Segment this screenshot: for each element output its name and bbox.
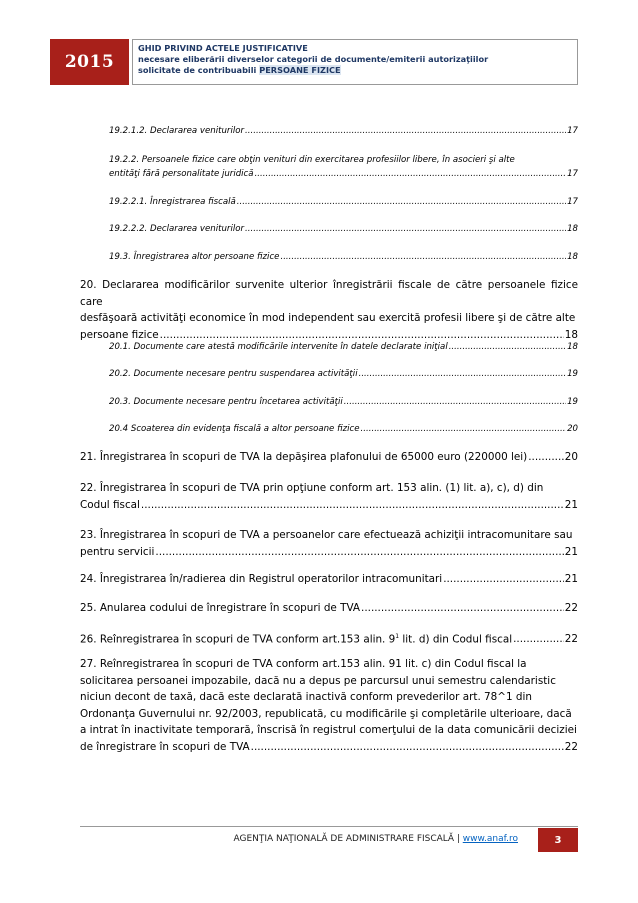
toc-page-number: 22 bbox=[564, 740, 578, 753]
toc-leader-dots bbox=[344, 395, 566, 409]
toc-leader-dots bbox=[141, 497, 564, 514]
page-number-badge: 3 bbox=[538, 828, 578, 852]
toc-entry-20-2[interactable] bbox=[109, 367, 578, 381]
toc-entry-text: 21. Înregistrarea în scopuri de TVA la depăşirea plafonului de 65000 euro (220000 lei) bbox=[80, 451, 528, 463]
toc-page-number: 18 bbox=[564, 328, 578, 341]
guide-title-line-3-prefix: solicitate de contribuabili bbox=[138, 65, 260, 75]
toc-page-number: 17 bbox=[567, 169, 578, 179]
guide-title-line-3 bbox=[138, 65, 572, 76]
toc-entry-text: 25. Anularea codului de înregistrare în scopuri de TVA bbox=[80, 602, 361, 614]
toc-leader-dots bbox=[251, 739, 564, 756]
toc-leader-dots bbox=[361, 422, 567, 436]
toc-entry-text-line-1: 27. Reînregistrarea în scopuri de TVA conform art.153 alin. 91 lit. c) din Codul fiscal la bbox=[80, 658, 527, 670]
toc-entry-text: 19.2.2.1. Înregistrarea fiscală bbox=[109, 197, 236, 207]
toc-entry-text-line-1: 23. Înregistrarea în scopuri de TVA a persoanelor care efectuează achiziţii intracomunitare sau bbox=[80, 529, 573, 541]
toc-entry-text: 20.3. Documente necesare pentru încetarea activităţii bbox=[109, 397, 343, 407]
toc-leader-dots bbox=[245, 222, 566, 236]
toc-leader-dots bbox=[255, 167, 567, 181]
toc-entry-21[interactable] bbox=[80, 449, 578, 466]
toc-leader-dots bbox=[449, 340, 566, 354]
toc-page-number: 21 bbox=[564, 498, 578, 511]
toc-entry-24[interactable] bbox=[80, 571, 578, 588]
guide-title-line-2: necesare eliberării diverselor categorii de documente/emiterii autorizaţiilor bbox=[138, 54, 489, 64]
toc-entry-text-line-6: de înregistrare în scopuri de TVA bbox=[80, 740, 250, 753]
toc-entry-19-2-2[interactable] bbox=[109, 153, 578, 181]
toc-page-number: 19 bbox=[567, 397, 578, 407]
toc-entry-superscript: 1 bbox=[395, 633, 400, 640]
toc-entry-23[interactable] bbox=[80, 527, 578, 560]
toc-page-number: 22 bbox=[564, 602, 578, 614]
toc-page-number: 18 bbox=[567, 252, 578, 262]
toc-entry-text-line-3: persoane fizice bbox=[80, 328, 159, 341]
toc-entry-text-line-2: solicitarea persoanei impozabile, dacă nu a depus pe parcursul unui semestru calendaristic bbox=[80, 674, 556, 687]
toc-entry-20-4[interactable] bbox=[109, 422, 578, 436]
page-header bbox=[50, 39, 578, 85]
toc-page-number: 22 bbox=[564, 633, 578, 646]
toc-leader-dots bbox=[361, 600, 564, 617]
toc-leader-dots bbox=[443, 571, 564, 588]
toc-entry-25[interactable] bbox=[80, 600, 578, 617]
toc-entry-19-2-2-2[interactable] bbox=[109, 222, 578, 236]
toc-entry-26[interactable] bbox=[80, 629, 578, 648]
toc-entry-text-line-1: 19.2.2. Persoanele fizice care obţin venituri din exercitarea profesiilor libere, în asocieri şi alte bbox=[109, 155, 515, 165]
footer-divider bbox=[80, 826, 578, 827]
toc-page-number: 21 bbox=[564, 545, 578, 558]
toc-entry-text-line-1: 20. Declararea modificărilor survenite ulterior înregistrării fiscale de către persoanele fizice care bbox=[80, 279, 578, 308]
toc-entry-text: 19.2.2.2. Declararea veniturilor bbox=[109, 224, 245, 234]
toc-leader-dots bbox=[237, 195, 566, 209]
toc-entry-19-2-2-1[interactable] bbox=[109, 195, 578, 209]
year-badge: 2015 bbox=[50, 39, 129, 85]
guide-title-highlight: PERSOANE FIZICE bbox=[259, 65, 341, 75]
toc-entry-text: 19.2.1.2. Declararea veniturilor bbox=[109, 126, 245, 136]
toc-entry-19-2-1-2[interactable] bbox=[109, 124, 578, 138]
website-link[interactable]: www.anaf.ro bbox=[462, 834, 518, 844]
toc-page-number: 19 bbox=[567, 369, 578, 379]
toc-entry-20-1[interactable] bbox=[109, 340, 578, 354]
toc-entry-text: 20.1. Documente care atestă modificările intervenite în datele declarate iniţial bbox=[109, 342, 448, 352]
agency-name: AGENŢIA NAŢIONALĂ DE ADMINISTRARE FISCALĂ | bbox=[233, 834, 460, 844]
toc-entry-text-line-2: Codul fiscal bbox=[80, 498, 140, 511]
toc-page-number: 18 bbox=[567, 342, 578, 352]
page-footer bbox=[80, 828, 578, 852]
toc-entry-text: 20.2. Documente necesare pentru suspendarea activităţii bbox=[109, 369, 358, 379]
guide-title-line-1: GHID PRIVIND ACTELE JUSTIFICATIVE bbox=[138, 43, 308, 53]
toc-entry-text-line-2: entităţi fără personalitate juridică bbox=[109, 169, 254, 179]
toc-page-number: 20 bbox=[567, 424, 578, 434]
toc-leader-dots bbox=[359, 367, 566, 381]
toc-page-number: 21 bbox=[564, 573, 578, 585]
toc-entry-text-line-5: a intrat în inactivitate temporară, înscrisă în registrul comerţului de la data comunicării deciziei bbox=[80, 724, 577, 736]
toc-leader-dots bbox=[528, 449, 564, 466]
toc-leader-dots bbox=[280, 250, 566, 264]
toc-entry-text: 24. Înregistrarea în/radierea din Registrul operatorilor intracomunitari bbox=[80, 573, 443, 585]
toc-entry-text-line-3: niciun decont de taxă, dacă este declarată inactivă conform prevederilor art. 78^1 din bbox=[80, 691, 532, 703]
toc-page-number: 17 bbox=[567, 126, 578, 136]
toc-entry-20-3[interactable] bbox=[109, 395, 578, 409]
toc-entry-text: 19.3. Înregistrarea altor persoane fizice bbox=[109, 252, 280, 262]
toc-entry-text-pre: 26. Reînregistrarea în scopuri de TVA conform art.153 alin. 9 bbox=[80, 633, 396, 646]
toc-entry-text-line-4: Ordonanţa Guvernului nr. 92/2003, republicată, cu modificările şi completările ulterioare, dacă bbox=[80, 707, 572, 720]
toc-entry-text-post: lit. d) din Codul fiscal bbox=[399, 633, 513, 646]
toc-entry-text-line-2: pentru servicii bbox=[80, 545, 155, 558]
toc-page-number: 17 bbox=[567, 197, 578, 207]
toc-leader-dots bbox=[513, 631, 564, 648]
toc-leader-dots bbox=[155, 544, 563, 561]
toc-entry-text: 20.4 Scoaterea din evidenţa fiscală a altor persoane fizice bbox=[109, 424, 360, 434]
toc-leader-dots bbox=[245, 124, 566, 138]
toc-entry-19-3[interactable] bbox=[109, 250, 578, 264]
toc-entry-text-line-2: desfăşoară activităţi economice în mod independent sau exercită profesii libere şi de către alte bbox=[80, 312, 576, 324]
toc-page-number: 20 bbox=[564, 451, 578, 463]
toc-entry-22[interactable] bbox=[80, 480, 578, 513]
toc-entry-20[interactable] bbox=[80, 277, 578, 343]
toc-entry-text bbox=[80, 629, 512, 648]
toc-page-number: 18 bbox=[567, 224, 578, 234]
guide-title bbox=[132, 39, 578, 85]
toc-entry-text-line-1: 22. Înregistrarea în scopuri de TVA prin opţiune conform art. 153 alin. (1) lit. a), c), d) din bbox=[80, 482, 544, 494]
toc-entry-27[interactable] bbox=[80, 656, 578, 755]
footer-agency-text bbox=[233, 834, 518, 844]
